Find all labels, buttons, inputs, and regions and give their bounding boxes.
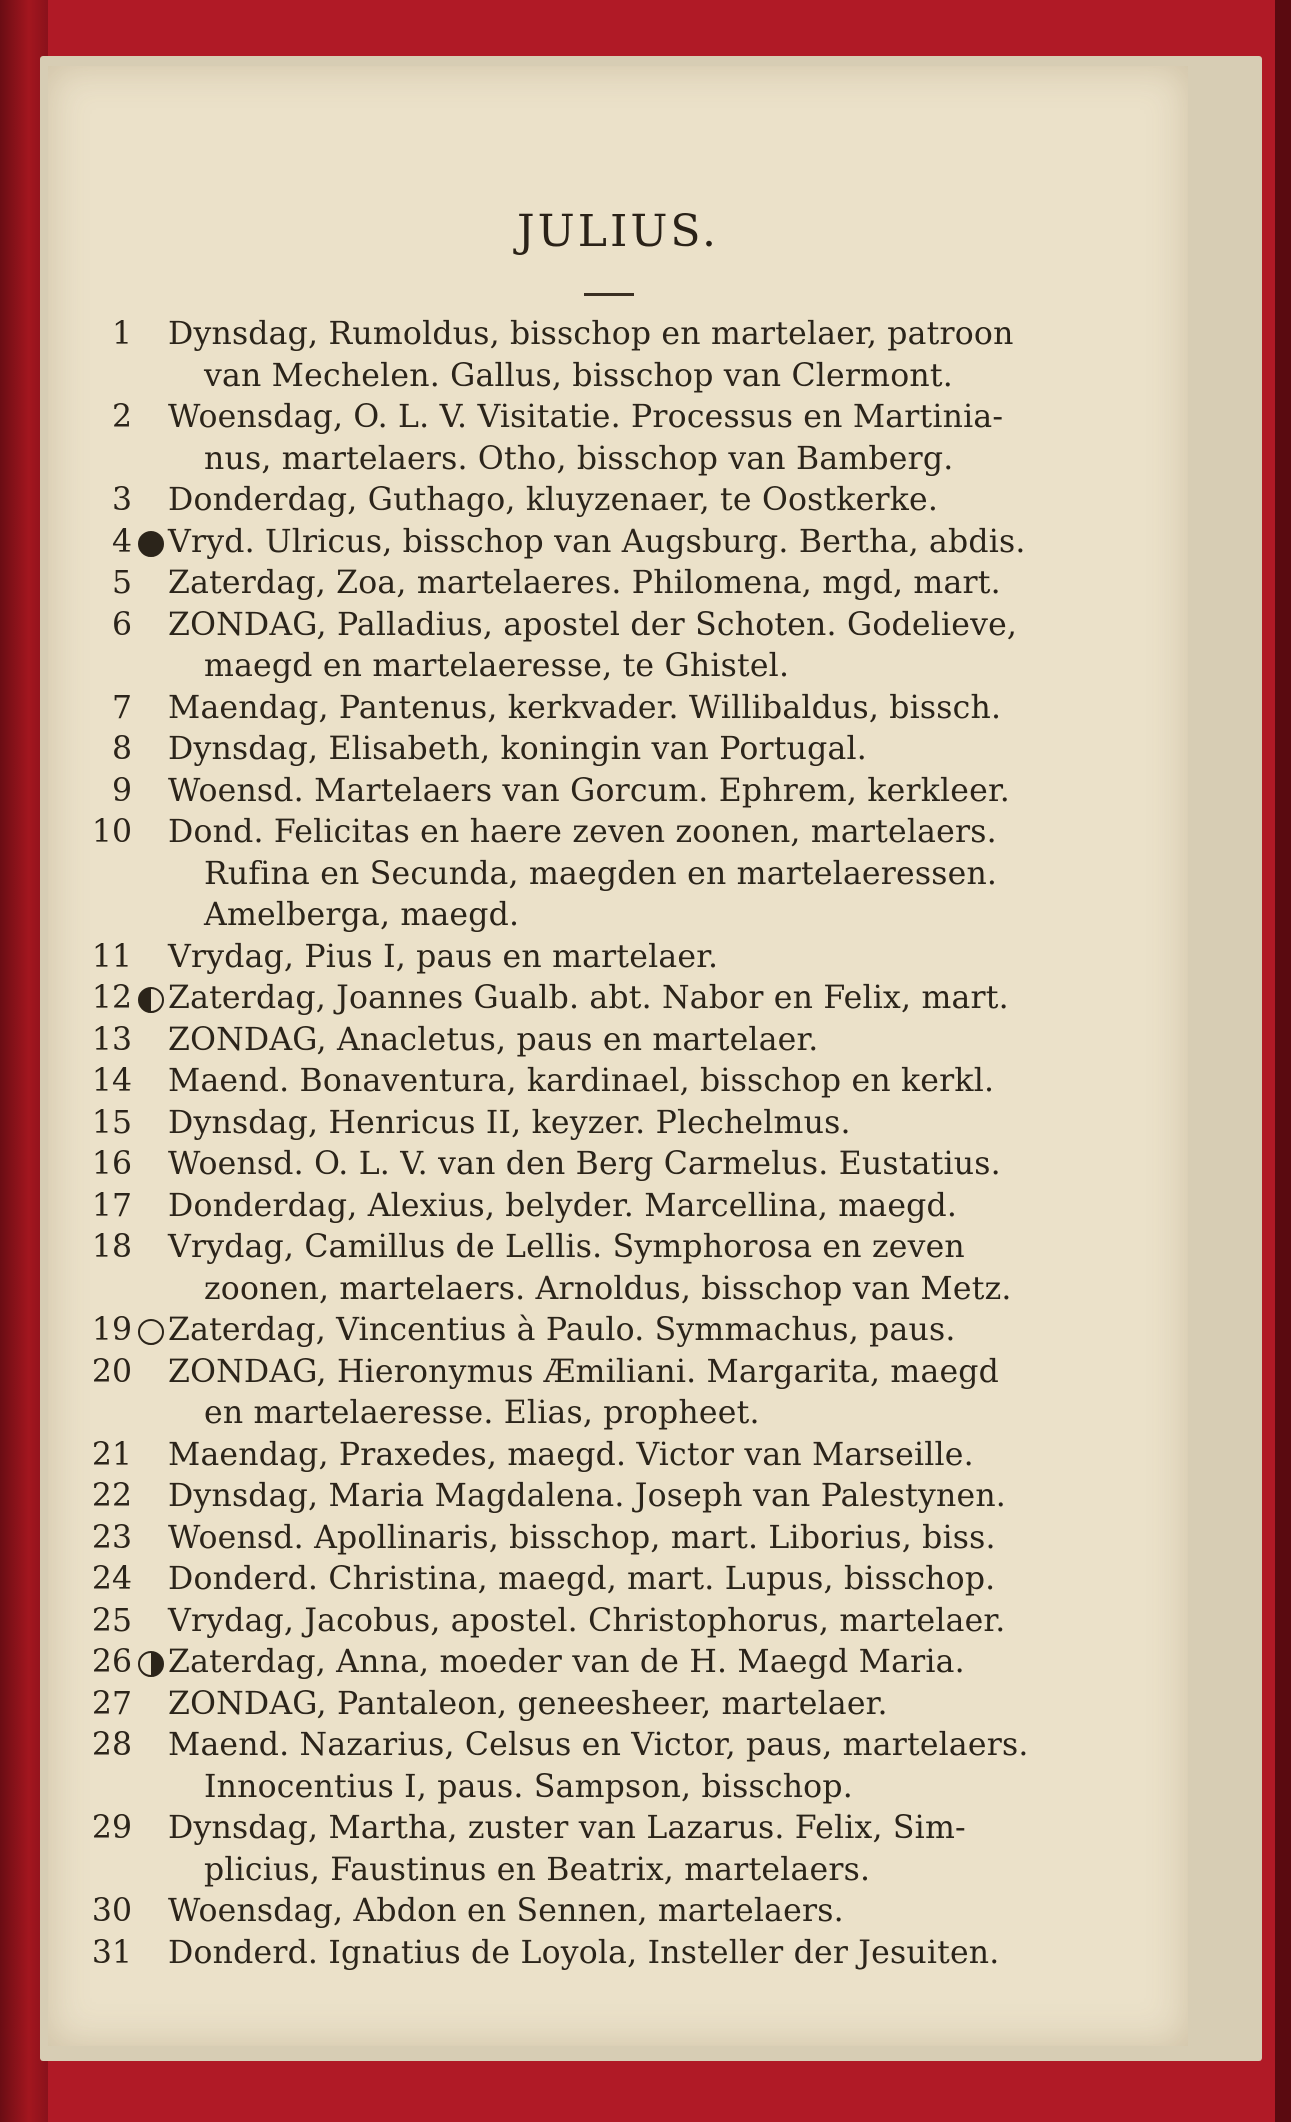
calendar-entry — [86, 1227, 1126, 1310]
day-number: 23 — [91, 1519, 132, 1556]
day-number: 27 — [91, 1685, 132, 1722]
calendar-entry — [86, 397, 1126, 480]
entry-text: Zaterdag, Vincentius à Paulo. Symmachus, paus. — [168, 1312, 956, 1348]
calendar-entry — [86, 1435, 1126, 1477]
entry-text-continued: en martelaeresse. Elias, propheet. — [204, 1395, 760, 1431]
calendar-entry — [86, 605, 1126, 688]
calendar-entry — [86, 1020, 1126, 1062]
day-number: 20 — [91, 1353, 132, 1390]
calendar-entry — [86, 1684, 1126, 1726]
cover-right-edge — [1275, 0, 1291, 2122]
day-number: 24 — [91, 1561, 132, 1597]
day-number: 10 — [91, 814, 132, 850]
entry-text: Woensd. Martelaers van Gorcum. Ephrem, kerkleer. — [168, 772, 1010, 809]
day-number: 29 — [91, 1810, 132, 1846]
day-number: 31 — [91, 1934, 132, 1971]
calendar-entry — [86, 563, 1126, 605]
calendar-entry — [86, 1310, 1126, 1352]
page-title: JULIUS. — [517, 206, 719, 257]
entry-text: Dynsdag, Maria Magdalena. Joseph van Palestynen. — [168, 1478, 1007, 1514]
entry-text: Maend. Bonaventura, kardinael, bisschop en kerkl. — [168, 1063, 995, 1099]
day-number: 26 — [91, 1644, 132, 1680]
calendar-entry — [86, 1725, 1126, 1808]
day-number: 28 — [91, 1727, 132, 1763]
entry-text: ZONDAG, Palladius, apostel der Schoten. Godelieve, — [168, 606, 1018, 643]
day-number: 13 — [91, 1021, 132, 1058]
entry-text: Vrydag, Pius I, paus en martelaer. — [168, 938, 719, 975]
calendar-entry — [86, 688, 1126, 730]
day-number: 21 — [91, 1436, 132, 1473]
day-number: 12 — [91, 980, 132, 1016]
calendar-entry — [86, 1808, 1126, 1891]
entry-text: Dynsdag, Henricus II, keyzer. Plechelmus. — [168, 1104, 851, 1141]
entry-text: Woensd. O. L. V. van den Berg Carmelus. Eustatius. — [168, 1146, 1001, 1182]
calendar-entry — [86, 1476, 1126, 1518]
entry-text-continued: van Mechelen. Gallus, bisschop van Clermont. — [204, 357, 953, 394]
calendar-entry — [86, 1642, 1126, 1684]
day-number: 2 — [111, 399, 132, 435]
entry-text-continued: Rufina en Secunda, maegden en martelaeressen. — [204, 855, 998, 892]
day-number: 14 — [91, 1063, 132, 1099]
calendar-entry — [86, 1103, 1126, 1145]
entry-text: Woensdag, O. L. V. Visitatie. Processus en Martinia- — [168, 399, 1004, 435]
calendar-entry — [86, 812, 1126, 937]
calendar-entry — [86, 771, 1126, 813]
entry-text-continued: maegd en martelaeresse, te Ghistel. — [204, 648, 790, 684]
day-number: 17 — [91, 1187, 132, 1224]
entry-text: Woensd. Apollinaris, bisschop, mart. Liborius, biss. — [168, 1519, 996, 1556]
day-number: 1 — [111, 316, 132, 352]
calendar-entry — [86, 1186, 1126, 1228]
calendar-entry — [86, 1144, 1126, 1186]
entry-text: Donderdag, Guthago, kluyzenaer, te Oostkerke. — [168, 482, 939, 518]
day-number: 19 — [91, 1312, 132, 1348]
entry-text: Dynsdag, Elisabeth, koningin van Portugal. — [168, 731, 867, 767]
day-number: 8 — [111, 731, 132, 767]
entry-text: Zaterdag, Anna, moeder van de H. Maegd Maria. — [168, 1644, 965, 1680]
day-number: 11 — [91, 938, 132, 975]
entry-text-continued: zoonen, martelaers. Arnoldus, bisschop van Metz. — [204, 1270, 1012, 1307]
calendar-entry — [86, 978, 1126, 1020]
calendar-page — [48, 66, 1188, 2046]
day-number: 15 — [91, 1104, 132, 1141]
calendar-entries — [86, 314, 1126, 1974]
entry-text: Dynsdag, Rumoldus, bisschop en martelaer, patroon — [168, 316, 1014, 352]
calendar-entry — [86, 1518, 1126, 1560]
day-number: 22 — [91, 1478, 132, 1514]
day-number: 9 — [111, 772, 132, 809]
calendar-entry — [86, 1559, 1126, 1601]
day-number: 6 — [111, 606, 132, 643]
day-number: 18 — [91, 1229, 132, 1265]
entry-text: ZONDAG, Pantaleon, geneesheer, martelaer. — [168, 1685, 888, 1722]
calendar-entry — [86, 1352, 1126, 1435]
entry-text: Donderd. Ignatius de Loyola, Insteller der Jesuiten. — [168, 1934, 1000, 1971]
calendar-entry — [86, 314, 1126, 397]
day-number: 16 — [91, 1146, 132, 1182]
entry-text: Zaterdag, Joannes Gualb. abt. Nabor en Felix, mart. — [168, 980, 1009, 1016]
entry-text-continued: Amelberga, maegd. — [204, 897, 520, 933]
day-number: 25 — [91, 1602, 132, 1639]
calendar-entry — [86, 1601, 1126, 1643]
entry-text: Maendag, Praxedes, maegd. Victor van Marseille. — [168, 1436, 974, 1473]
entry-text: Donderdag, Alexius, belyder. Marcellina, maegd. — [168, 1187, 958, 1224]
day-number: 5 — [111, 565, 132, 601]
entry-text: Maendag, Pantenus, kerkvader. Willibaldus, bissch. — [168, 689, 1002, 726]
calendar-entry — [86, 480, 1126, 522]
entry-text: Donderd. Christina, maegd, mart. Lupus, bisschop. — [168, 1561, 996, 1597]
new-moon-icon — [138, 1319, 164, 1345]
last-quarter-moon-icon — [138, 987, 164, 1013]
entry-text-continued: Innocentius I, paus. Sampson, bisschop. — [204, 1768, 853, 1805]
entry-text: Zaterdag, Zoa, martelaeres. Philomena, mgd, mart. — [168, 565, 1001, 601]
day-number: 30 — [91, 1893, 132, 1929]
day-number: 4 — [111, 523, 132, 560]
entry-text-continued: plicius, Faustinus en Beatrix, martelaers. — [204, 1851, 871, 1888]
entry-text: Vrydag, Jacobus, apostel. Christophorus, martelaer. — [168, 1602, 1006, 1639]
title-divider — [584, 293, 634, 296]
calendar-entry — [86, 1933, 1126, 1975]
entry-text: ZONDAG, Anacletus, paus en martelaer. — [168, 1021, 819, 1058]
calendar-entry — [86, 1061, 1126, 1103]
day-number: 3 — [111, 482, 132, 518]
calendar-entry — [86, 729, 1126, 771]
entry-text: Woensdag, Abdon en Sennen, martelaers. — [168, 1893, 844, 1929]
calendar-entry — [86, 1891, 1126, 1933]
calendar-entry — [86, 522, 1126, 564]
entry-text: Dond. Felicitas en haere zeven zoonen, martelaers. — [168, 814, 997, 850]
day-number: 7 — [111, 689, 132, 726]
entry-text: Vryd. Ulricus, bisschop van Augsburg. Bertha, abdis. — [168, 523, 1026, 560]
first-quarter-moon-icon — [138, 1651, 164, 1677]
full-moon-icon — [138, 531, 164, 557]
entry-text-continued: nus, martelaers. Otho, bisschop van Bamberg. — [204, 440, 954, 477]
calendar-entry — [86, 937, 1126, 979]
entry-text: Maend. Nazarius, Celsus en Victor, paus, martelaers. — [168, 1727, 1029, 1763]
entry-text: Dynsdag, Martha, zuster van Lazarus. Felix, Sim- — [168, 1810, 966, 1846]
entry-text: Vrydag, Camillus de Lellis. Symphorosa en zeven — [168, 1229, 965, 1265]
entry-text: ZONDAG, Hieronymus Æmiliani. Margarita, maegd — [168, 1353, 1000, 1390]
